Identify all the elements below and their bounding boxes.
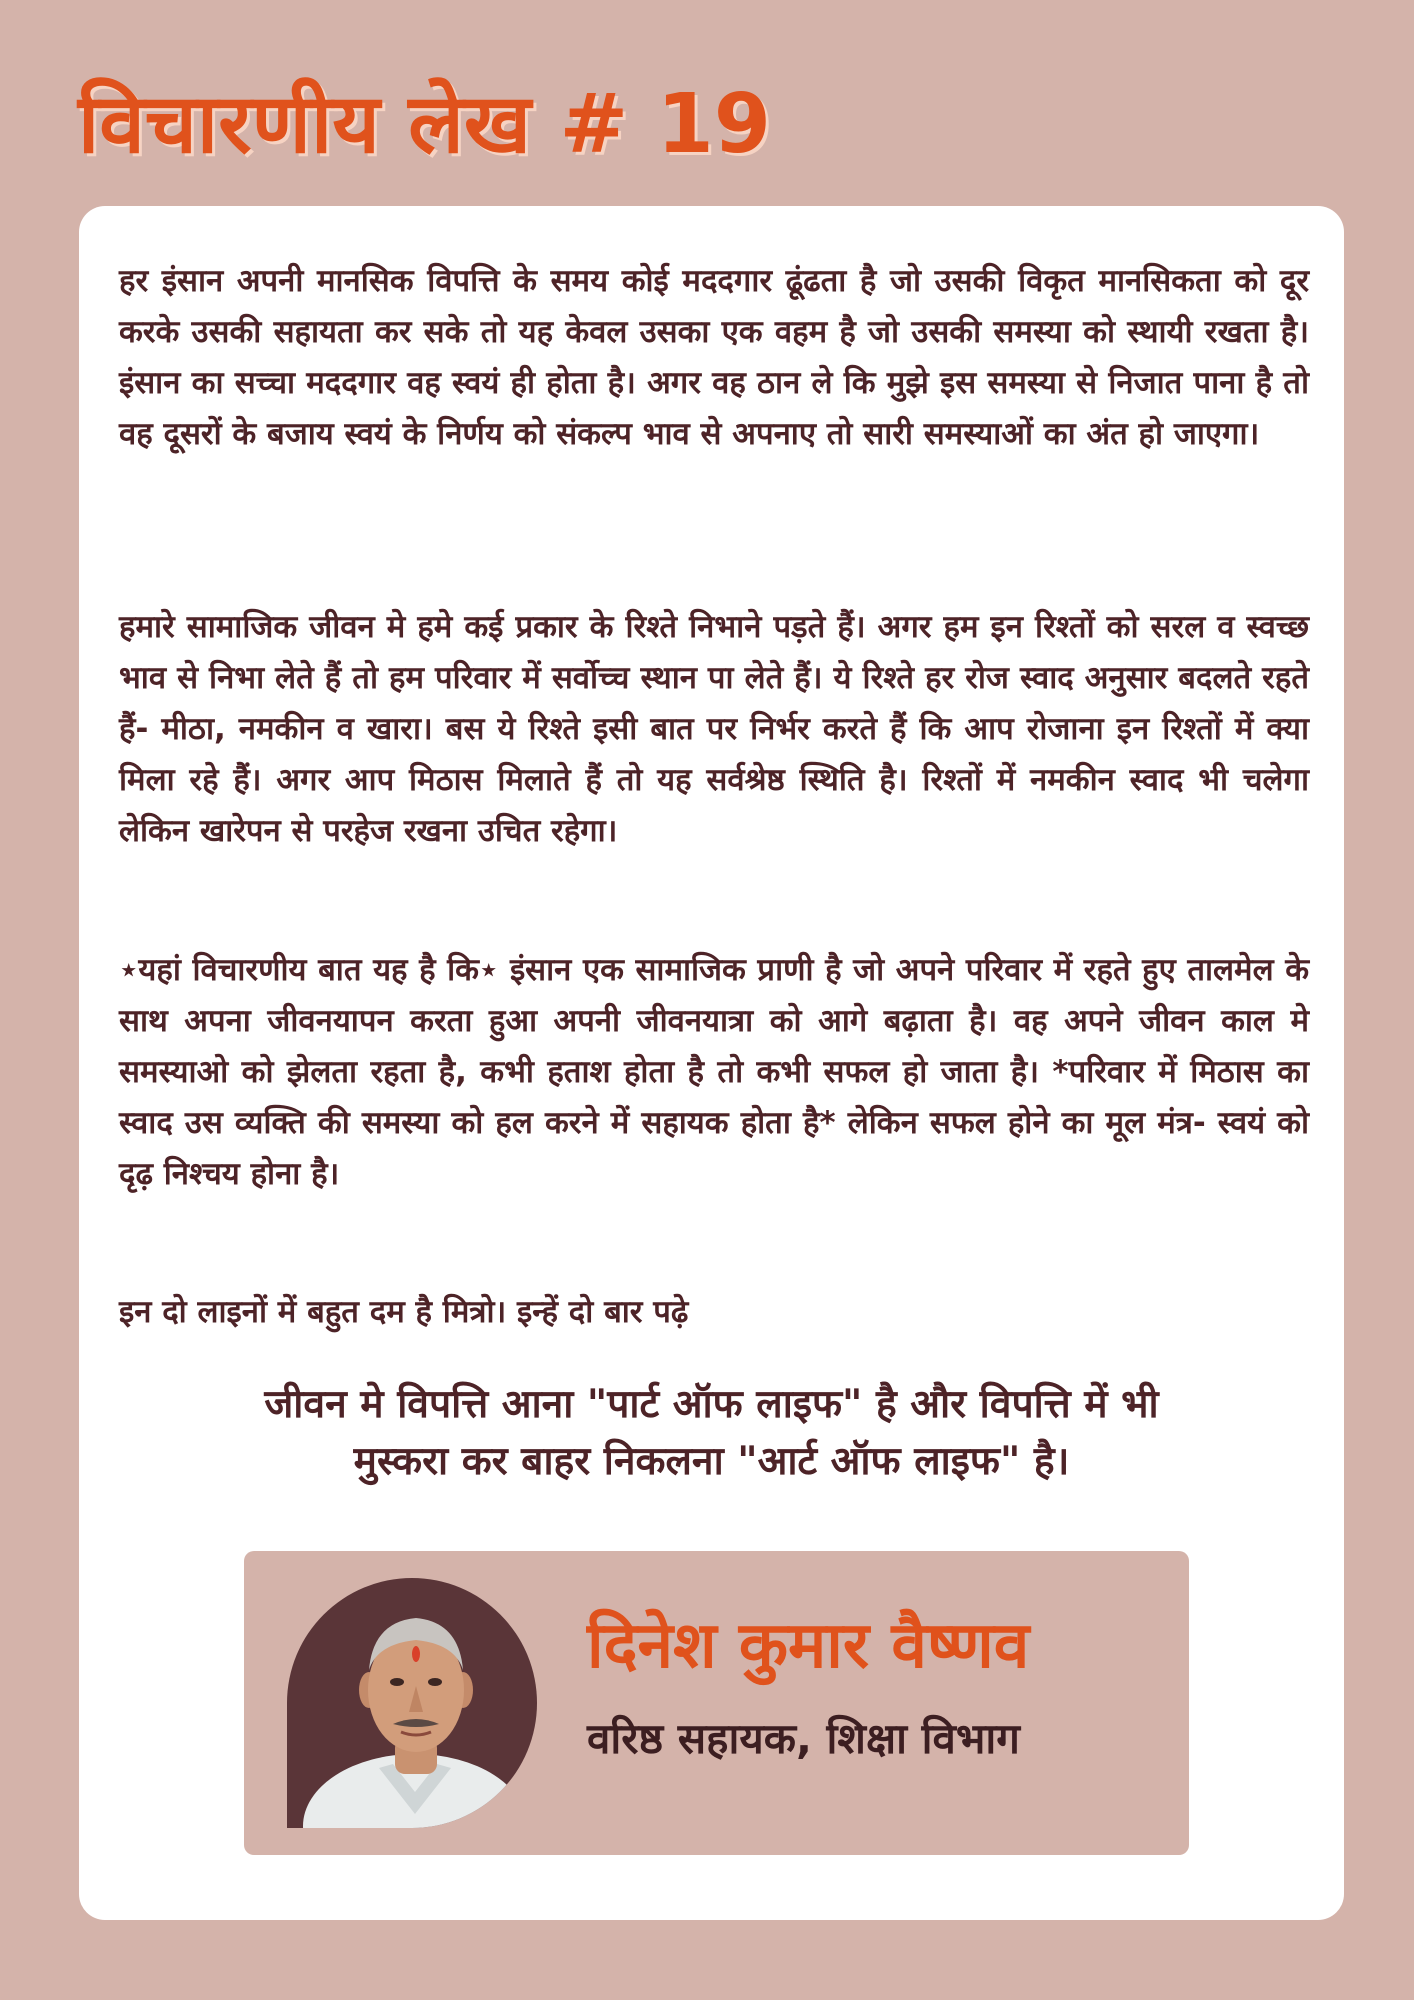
author-portrait-icon bbox=[287, 1578, 537, 1828]
author-box bbox=[244, 1551, 1189, 1855]
highlight-quote bbox=[139, 1376, 1284, 1490]
author-photo bbox=[287, 1578, 537, 1828]
quote-line-1: जीवन मे विपत्ति आना "पार्ट ऑफ लाइफ" है और विपत्ति में भी bbox=[264, 1382, 1159, 1427]
article-paragraph-1: हर इंसान अपनी मानसिक विपत्ति के समय कोई मददगार ढूंढता है जो उसकी विकृत मानसिकता को दूर करके उसकी सहायता कर सके तो यह केवल उसका एक वहम है जो उसकी समस्या को स्थायी रखता है। इंसान का सच्चा मददगार वह स्वयं ही होता है। अगर वह ठान ले कि मुझे इस समस्या से निजात पाना है तो वह दूसरों के बजाय स्वयं के निर्णय को संकल्प भाव से अपनाए तो सारी समस्याओं का अंत हो जाएगा। bbox=[119, 263, 1309, 452]
author-name: दिनेश कुमार वैष्णव bbox=[587, 1609, 1030, 1683]
article-card bbox=[79, 206, 1344, 1920]
author-role: वरिष्ठ सहायक, शिक्षा विभाग bbox=[587, 1714, 1020, 1763]
page-title: विचारणीय लेख # 19 bbox=[78, 77, 771, 172]
quote-line-2: मुस्करा कर बाहर निकलना "आर्ट ऑफ लाइफ" है। bbox=[353, 1439, 1070, 1484]
article-paragraph-4: इन दो लाइनों में बहुत दम है मित्रो। इन्हें दो बार पढ़े bbox=[119, 1294, 689, 1330]
article-paragraph-2: हमारे सामाजिक जीवन मे हमे कई प्रकार के रिश्ते निभाने पड़ते हैं। अगर हम इन रिश्तों को सरल व स्वच्छ भाव से निभा लेते हैं तो हम परिवार में सर्वोच्च स्थान पा लेते हैं। ये रिश्ते हर रोज स्वाद अनुसार बदलते रहते हैं- मीठा, नमकीन व खारा। बस ये रिश्ते इसी बात पर निर्भर करते हैं कि आप रोजाना इन रिश्तों में क्या मिला रहे हैं। अगर आप मिठास मिलाते हैं तो यह सर्वश्रेष्ठ स्थिति है। रिश्तों में नमकीन स्वाद भी चलेगा लेकिन खारेपन से परहेज रखना उचित रहेगा। bbox=[119, 609, 1309, 849]
article-paragraph-3: ⋆यहां विचारणीय बात यह है कि⋆ इंसान एक सामाजिक प्राणी है जो अपने परिवार में रहते हुए तालमेल के साथ अपना जीवनयापन करता हुआ अपनी जीवनयात्रा को आगे बढ़ाता है। वह अपने जीवन काल मे समस्याओ को झेलता रहता है, कभी हताश होता है तो कभी सफल हो जाता है। *परिवार में मिठास का स्वाद उस व्यक्ति की समस्या को हल करने में सहायक होता है* लेकिन सफल होने का मूल मंत्र- स्वयं को दृढ़ निश्चय होना है। bbox=[119, 952, 1309, 1192]
